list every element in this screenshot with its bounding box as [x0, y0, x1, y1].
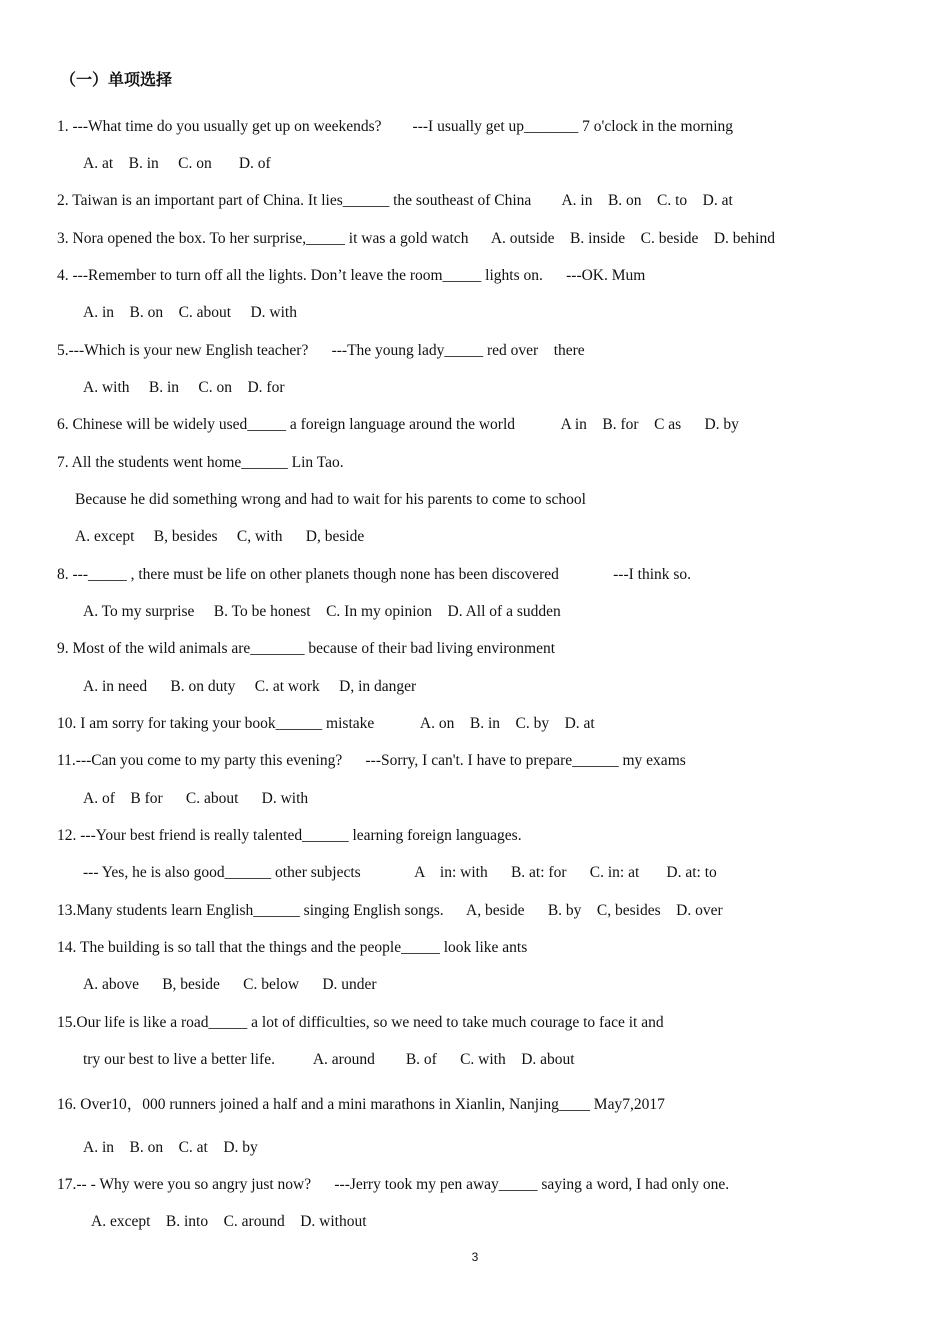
question-13: 13.Many students learn English______ singing English songs. A, beside B. by C, besides D. over	[57, 902, 723, 919]
question-5-options: A. with B. in C. on D. for	[83, 379, 285, 396]
question-3: 3. Nora opened the box. To her surprise,_____ it was a gold watch A. outside B. inside C. beside D. behind	[57, 230, 775, 247]
question-15-continuation: try our best to live a better life. A. around B. of C. with D. about	[83, 1051, 575, 1068]
question-12: 12. ---Your best friend is really talented______ learning foreign languages.	[57, 827, 522, 844]
question-17-options: A. except B. into C. around D. without	[91, 1213, 367, 1230]
question-4-options: A. in B. on C. about D. with	[83, 304, 297, 321]
question-16-options: A. in B. on C. at D. by	[83, 1139, 258, 1156]
question-16: 16. Over10，000 runners joined a half and a mini marathons in Xianlin, Nanjing____ May7,2017	[57, 1096, 665, 1113]
question-10: 10. I am sorry for taking your book______ mistake A. on B. in C. by D. at	[57, 715, 595, 732]
question-6: 6. Chinese will be widely used_____ a foreign language around the world A in B. for C as D. by	[57, 416, 739, 433]
question-12-reply: --- Yes, he is also good______ other subjects A in: with B. at: for C. in: at D. at: to	[83, 864, 717, 881]
question-7-options: A. except B, besides C, with D, beside	[75, 528, 365, 545]
question-9: 9. Most of the wild animals are_______ because of their bad living environment	[57, 640, 556, 657]
question-4: 4. ---Remember to turn off all the lights. Don’t leave the room_____ lights on. ---OK. Mum	[57, 267, 646, 284]
question-1-options: A. at B. in C. on D. of	[83, 155, 271, 172]
question-5: 5.---Which is your new English teacher? ---The young lady_____ red over there	[57, 342, 585, 359]
question-7-context: Because he did something wrong and had to wait for his parents to come to school	[75, 491, 586, 508]
question-2: 2. Taiwan is an important part of China. It lies______ the southeast of China A. in B. on C. to D. at	[57, 192, 733, 209]
question-8-options: A. To my surprise B. To be honest C. In my opinion D. All of a sudden	[83, 603, 561, 620]
question-7: 7. All the students went home______ Lin Tao.	[57, 454, 344, 471]
question-11: 11.---Can you come to my party this evening? ---Sorry, I can't. I have to prepare______ my exams	[57, 752, 686, 769]
question-8: 8. ---_____ , there must be life on other planets though none has been discovered ---I think so.	[57, 566, 692, 583]
question-14-options: A. above B, beside C. below D. under	[83, 976, 377, 993]
question-15: 15.Our life is like a road_____ a lot of difficulties, so we need to take much courage to face it and	[57, 1014, 664, 1031]
question-11-options: A. of B for C. about D. with	[83, 790, 309, 807]
question-1: 1. ---What time do you usually get up on weekends? ---I usually get up_______ 7 o'clock in the morning	[57, 118, 734, 135]
question-9-options: A. in need B. on duty C. at work D, in danger	[83, 678, 417, 695]
question-14: 14. The building is so tall that the things and the people_____ look like ants	[57, 939, 528, 956]
section-heading: （一）单项选择	[60, 70, 173, 89]
question-17: 17.-- - Why were you so angry just now? ---Jerry took my pen away_____ saying a word, I had only one.	[57, 1176, 730, 1193]
page-number: 3	[471, 1250, 479, 1264]
